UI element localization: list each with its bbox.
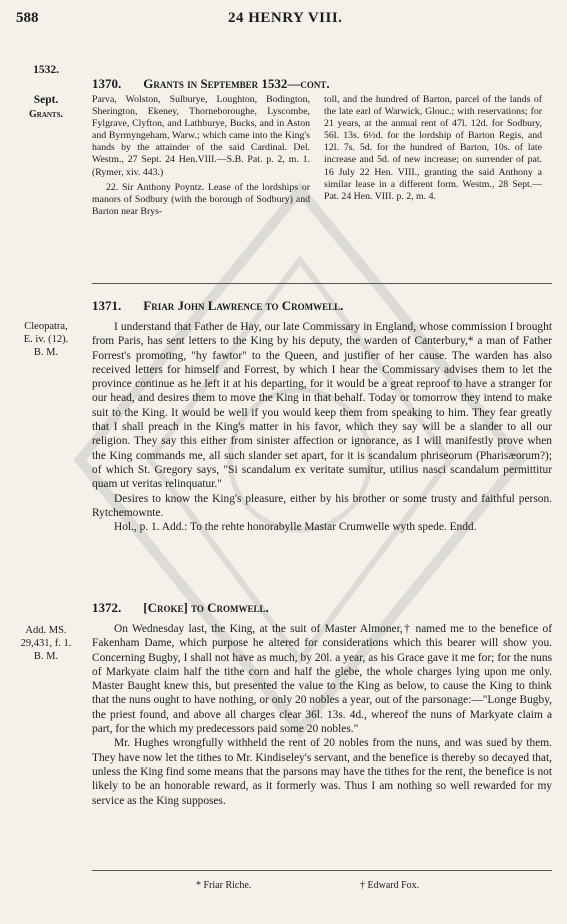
entry-1372-title: [Croke] to Cromwell. [143, 600, 269, 615]
margin-section: Grants. [28, 109, 63, 120]
entry-1370-number: 1370. [92, 76, 122, 91]
entry-1370-title: Grants in September 1532—cont. [143, 76, 330, 91]
section-divider [92, 283, 552, 284]
entry-1371-paragraph: I understand that Father de Hay, our late Commissary in England, whose commission I brought from Paris, has sent letters to the King by his deputy, the warden of Canterbury,* a man of Father Forrest's promoting, "hy fawtor" to the Queen, and justifier of her cause. The warden has also received letters for himself and Forrest, by which I hear the Commissary advises them to let the province continue as he left it at his departing, for it would be a great reproof to have a stranger for our head, and desires them to move the King in that behalf. Today or tomorrow they intend to make suit to the King. It would be well if you would keep them from speaking to him. They fear greatly that I shall preach in the King's matter in his favor, which they say will be a slander to all our religion. They say this either from sinister affection or ignorance, as I will manifestly prove when the King commands me, all such slander set apart, for it is scandalum phriseorum (Pharisæorum?); of which St. Gregory says, "Si scandalum ex veritate sumitur, utilius nasci scandalum permittitur quam ut veritas relinquatur." [92, 321, 552, 491]
entry-1370-right-column: toll, and the hundred of Barton, parcel of the lands of the late earl of Warwick, Glouc.; with reservations; for 21 years, at the annual rent of 47l. 12d. for Sodbury, 56l. 13s. 6½d. for the lordship of Barton Regis, and 12l. 7s. 5d. for the hundred of Barton, 10s. of late increase and 5d. of new increase; on surrender of pat. 16 July 22 Hen. VIII., granting the said Anthony a similar lease in a different form. Westm., 28 Sept.—Pat. 24 Hen. VIII. p. 2, m. 4. [324, 94, 542, 202]
entry-1372-source [10, 624, 82, 663]
page-number: 588 [16, 10, 39, 26]
entry-1371-source [10, 320, 82, 359]
footnote-1: * Friar Riche. [196, 880, 252, 891]
source-line: 29,431, f. 1. [20, 638, 72, 649]
footnote-2: † Edward Fox. [360, 880, 420, 891]
entry-1372-body [92, 622, 552, 808]
entry-1372-number: 1372. [92, 600, 122, 615]
entry-1371-paragraph: Desires to know the King's pleasure, either by his brother or some trusty and faithful person. Rytchemownte. [92, 492, 552, 519]
entry-1372-heading [92, 600, 269, 616]
entry-1371-heading [92, 298, 343, 314]
source-line: B. M. [33, 651, 59, 662]
entry-1371-number: 1371. [92, 298, 122, 313]
entry-1370-left-column [92, 94, 310, 218]
entry-1370-item-22: 22. Sir Anthony Poyntz. Lease of the lordships or manors of Sodbury (with the borough of Sodbury) and Barton near Brys- [92, 181, 310, 217]
entry-1371-body [92, 320, 552, 534]
entry-1372-paragraph: On Wednesday last, the King, at the suit of Master Almoner,† named me to the benefice of Fakenham Dame, which purpose he altered for considerations which this bearer will show you. Concerning Bugby, I shall not have as much, by 20l. a year, as his Grace gave it me for; for the nuns of Markyate claim half the tithe corn and half the glebe, the whole charges lying upon me only. Master Baught knew this, but presented the value to the King as below, to cause the King to think that the nuns ought to have nothing, or only 20 nobles a year, out of the parsonage:—"Longe Bugby, the priest found, and above all charges clear 36l. 13s. 4d., whereof the nuns of Markyate claim a part, for the which my predecessors paid some 20 nobles." [92, 623, 552, 736]
entry-1371-endorsement: Hol., p. 1. Add.: To the rehte honorabylle Mastar Crumwelle wyth spede. Endd. [114, 521, 477, 534]
source-line: Add. MS. [25, 625, 67, 636]
source-line: E. iv. (12). [23, 334, 69, 345]
source-line: B. M. [33, 347, 59, 358]
entry-1371-title: Friar John Lawrence to Cromwell. [143, 298, 344, 313]
margin-year: 1532. [33, 64, 59, 76]
entry-1370-heading [92, 76, 330, 92]
running-title: 24 HENRY VIII. [228, 10, 343, 26]
entry-1370-left-text: Parva, Wolston, Sulburye, Loughton, Bodington, Sherington, Ekeney, Thorneboroughe, Lyscombe, Fylgrave, Clyfton, and Lathburye, Bucks, and in Aston and Byrmyngeham, Warw.; which came into the King's hands by the attainder of the said Cardinal. Del. Westm., 27 Sept. 24 Hen.VIII.—S.B. Pat. p. 2, m. 1. (Rymer, xiv. 443.) [92, 94, 310, 178]
entry-1372-paragraph: Mr. Hughes wrongfully withheld the rent of 20 nobles from the nuns, and was sued by them. They have now let the tithes to Mr. Kindiseley's servant, and the benefice is thereby so decayed that, unless the King find some means that the parsons may have the tithes for the rent, the benefice is not likely to be an honorable reward, as it formerly was. Thus I am nothing so well rewarded for my service as the King supposes. [92, 737, 552, 807]
margin-month: Sept. [33, 94, 59, 106]
source-line: Cleopatra, [24, 321, 68, 332]
footnote-divider [92, 870, 552, 871]
